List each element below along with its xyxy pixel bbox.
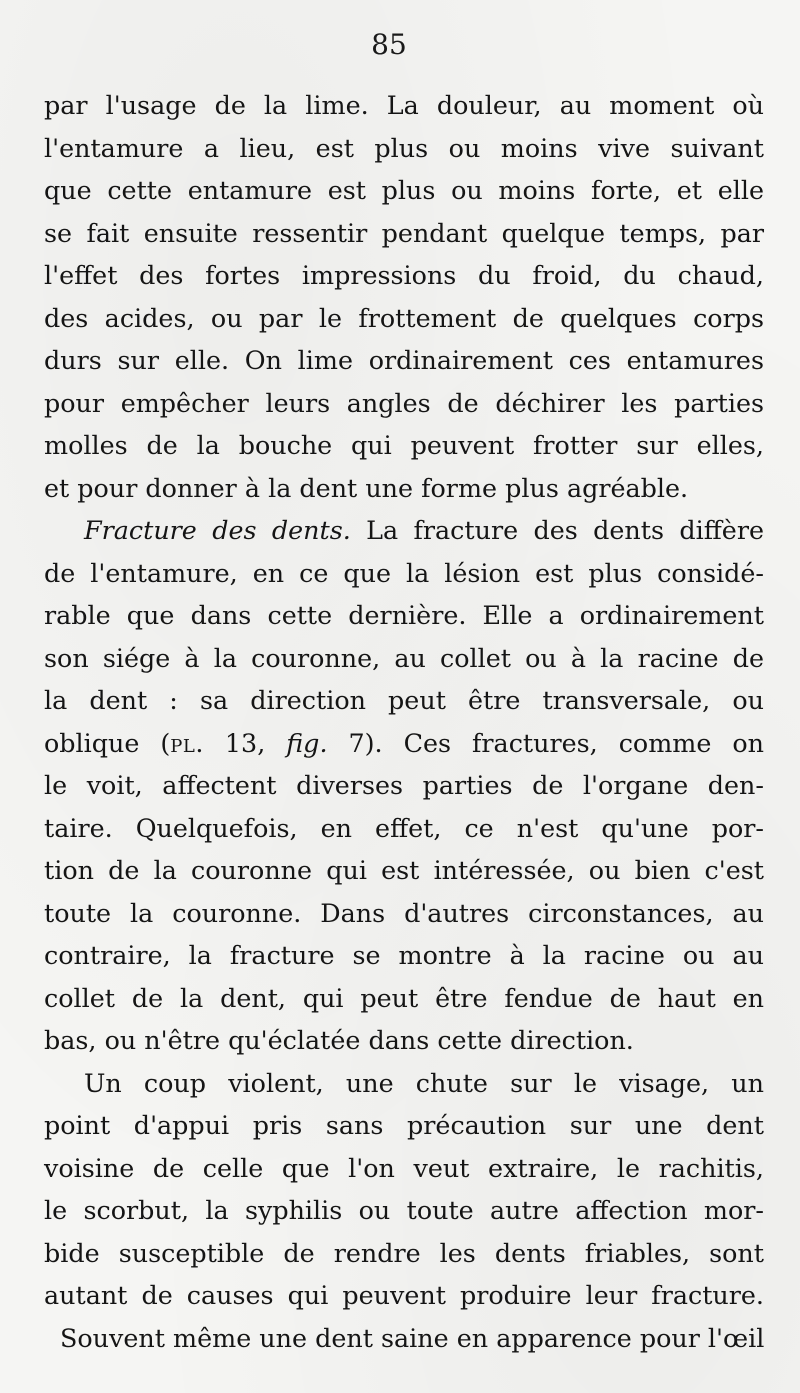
text-line: de l'entamure, en ce que la lésion est plus considé- <box>44 557 764 588</box>
text-line: Souvent même une dent saine en apparence pour l'œil <box>60 1322 765 1353</box>
text-line: par l'usage de la lime. La douleur, au moment où <box>44 90 764 120</box>
text-line: le scorbut, la syphilis ou toute autre affection mor- <box>44 1195 764 1225</box>
text-run: 13, <box>203 727 287 758</box>
text-line: toute la couronne. Dans d'autres circonstances, au <box>44 897 764 928</box>
text-line: tion de la couronne qui est intéressée, ou bien c'est <box>44 855 764 885</box>
text-line: la dent : sa direction peut être transversale, ou <box>44 685 764 715</box>
page-number: 85 <box>371 28 407 61</box>
text-line: le voit, affectent diverses parties de l'organe den- <box>44 770 764 800</box>
text-line: contraire, la fracture se montre à la racine ou au <box>44 940 764 970</box>
text-line: rable que dans cette dernière. Elle a ordinairement <box>44 600 764 630</box>
text-run: oblique ( <box>44 727 171 758</box>
text-line: l'entamure a lieu, est plus ou moins vive suivant <box>44 132 764 163</box>
text-line: bas, ou n'être qu'éclatée dans cette direction. <box>44 1025 634 1055</box>
section-heading: Fracture des dents. <box>84 515 351 545</box>
body-text <box>44 84 764 1359</box>
text-line: point d'appui pris sans précaution sur une dent <box>44 1110 764 1140</box>
text-run: 7). Ces fractures, comme on <box>327 727 764 758</box>
text-run: La fracture des dents diffère <box>350 515 764 545</box>
text-line-with-reference <box>44 722 764 765</box>
text-line: des acides, ou par le frottement de quelques corps <box>44 302 764 333</box>
figure-reference: fig. <box>286 727 328 758</box>
text-line: se fait ensuite ressentir pendant quelque temps, par <box>44 217 764 248</box>
text-line: pour empêcher leurs angles de déchirer les parties <box>44 387 764 418</box>
text-line: autant de causes qui peuvent produire leur fracture. <box>44 1280 764 1310</box>
text-line: molles de la bouche qui peuvent frotter sur elles, <box>44 430 764 460</box>
text-line: taire. Quelquefois, en effet, ce n'est qu'une por- <box>44 812 764 843</box>
text-line: durs sur elle. On lime ordinairement ces entamures <box>44 345 764 375</box>
plate-reference: pl. <box>170 727 204 758</box>
section-heading-line <box>44 509 764 552</box>
text-line: Un coup violent, une chute sur le visage, un <box>84 1067 764 1098</box>
text-line: collet de la dent, qui peut être fendue de haut en <box>44 982 764 1013</box>
text-line: l'effet des fortes impressions du froid, du chaud, <box>44 260 764 290</box>
text-line: voisine de celle que l'on veut extraire, le rachitis, <box>44 1152 764 1183</box>
text-line: bide susceptible de rendre les dents friables, sont <box>44 1237 764 1268</box>
text-line: son siége à la couronne, au collet ou à la racine de <box>44 642 764 673</box>
text-line: que cette entamure est plus ou moins forte, et elle <box>44 175 764 205</box>
text-line: et pour donner à la dent une forme plus agréable. <box>44 472 689 503</box>
